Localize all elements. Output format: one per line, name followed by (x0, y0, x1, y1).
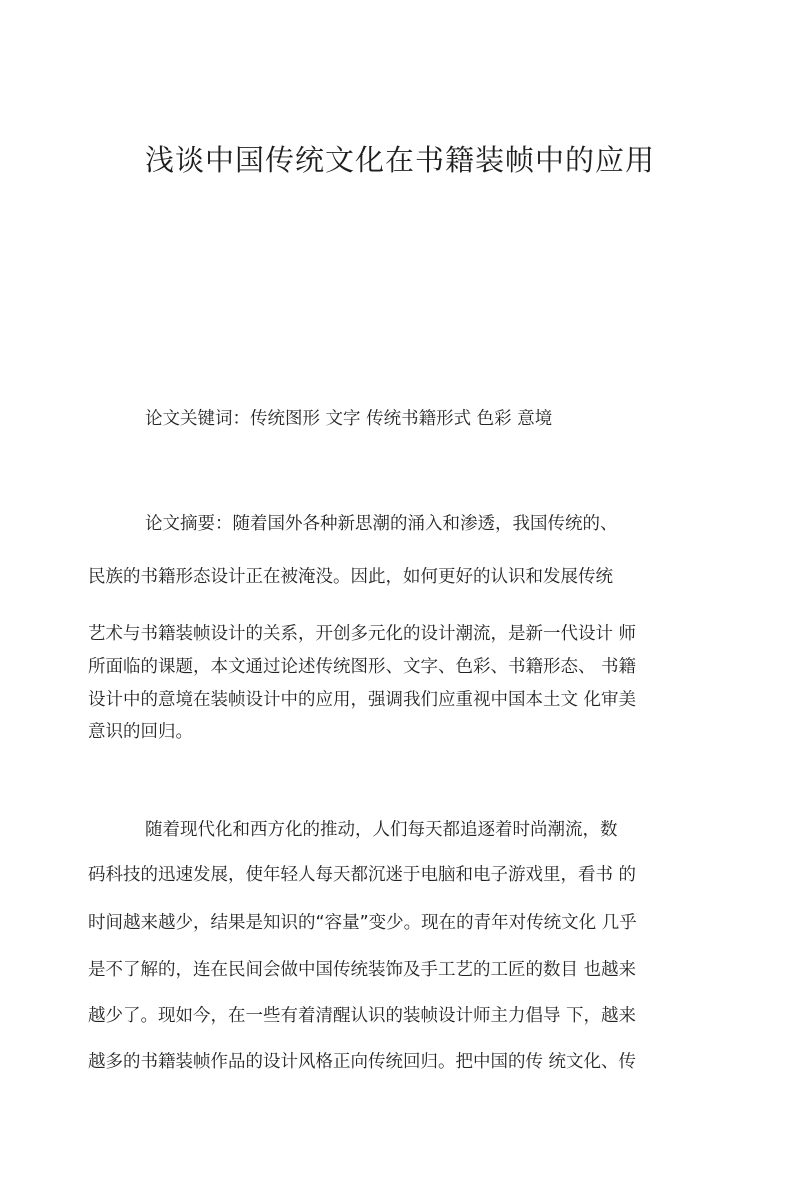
abstract-line: 设计中的意境在装帧设计中的应用，强调我们应重视中国本土文 化审美 (88, 690, 637, 710)
body-line: 是不了解的，连在民间会做中国传统装饰及手工艺的工匠的数目 也越来 (88, 960, 637, 980)
abstract-line: 意识的回归。 (88, 722, 193, 742)
body-line: 随着现代化和西方化的推动，人们每天都追逐着时尚潮流，数 (145, 820, 618, 840)
body-line: 码科技的迅速发展，使年轻人每天都沉迷于电脑和电子游戏里，看书 的 (88, 865, 637, 885)
document-title: 浅谈中国传统文化在书籍装帧中的应用 (144, 143, 655, 177)
abstract-line: 所面临的课题，本文通过论述传统图形、文字、色彩、书籍形态、 书籍 (88, 657, 637, 677)
body-line: 越多的书籍装帧作品的设计风格正向传统回归。把中国的传 统文化、传 (88, 1052, 637, 1072)
body-line: 时间越来越少，结果是知识的“容量”变少。现在的青年对传统文化 几乎 (88, 913, 637, 933)
abstract-line: 艺术与书籍装帧设计的关系，开创多元化的设计潮流，是新一代设计 师 (88, 624, 637, 644)
abstract-line: 论文摘要：随着国外各种新思潮的涌入和渗透，我国传统的、 (145, 514, 618, 534)
abstract-line: 民族的书籍形态设计正在被淹没。因此，如何更好的认识和发展传统 (88, 567, 613, 587)
body-line: 越少了。现如今，在一些有着清醒认识的装帧设计师主力倡导 下，越来 (88, 1006, 637, 1026)
keywords-line: 论文关键词：传统图形 文字 传统书籍形式 色彩 意境 (145, 409, 553, 429)
